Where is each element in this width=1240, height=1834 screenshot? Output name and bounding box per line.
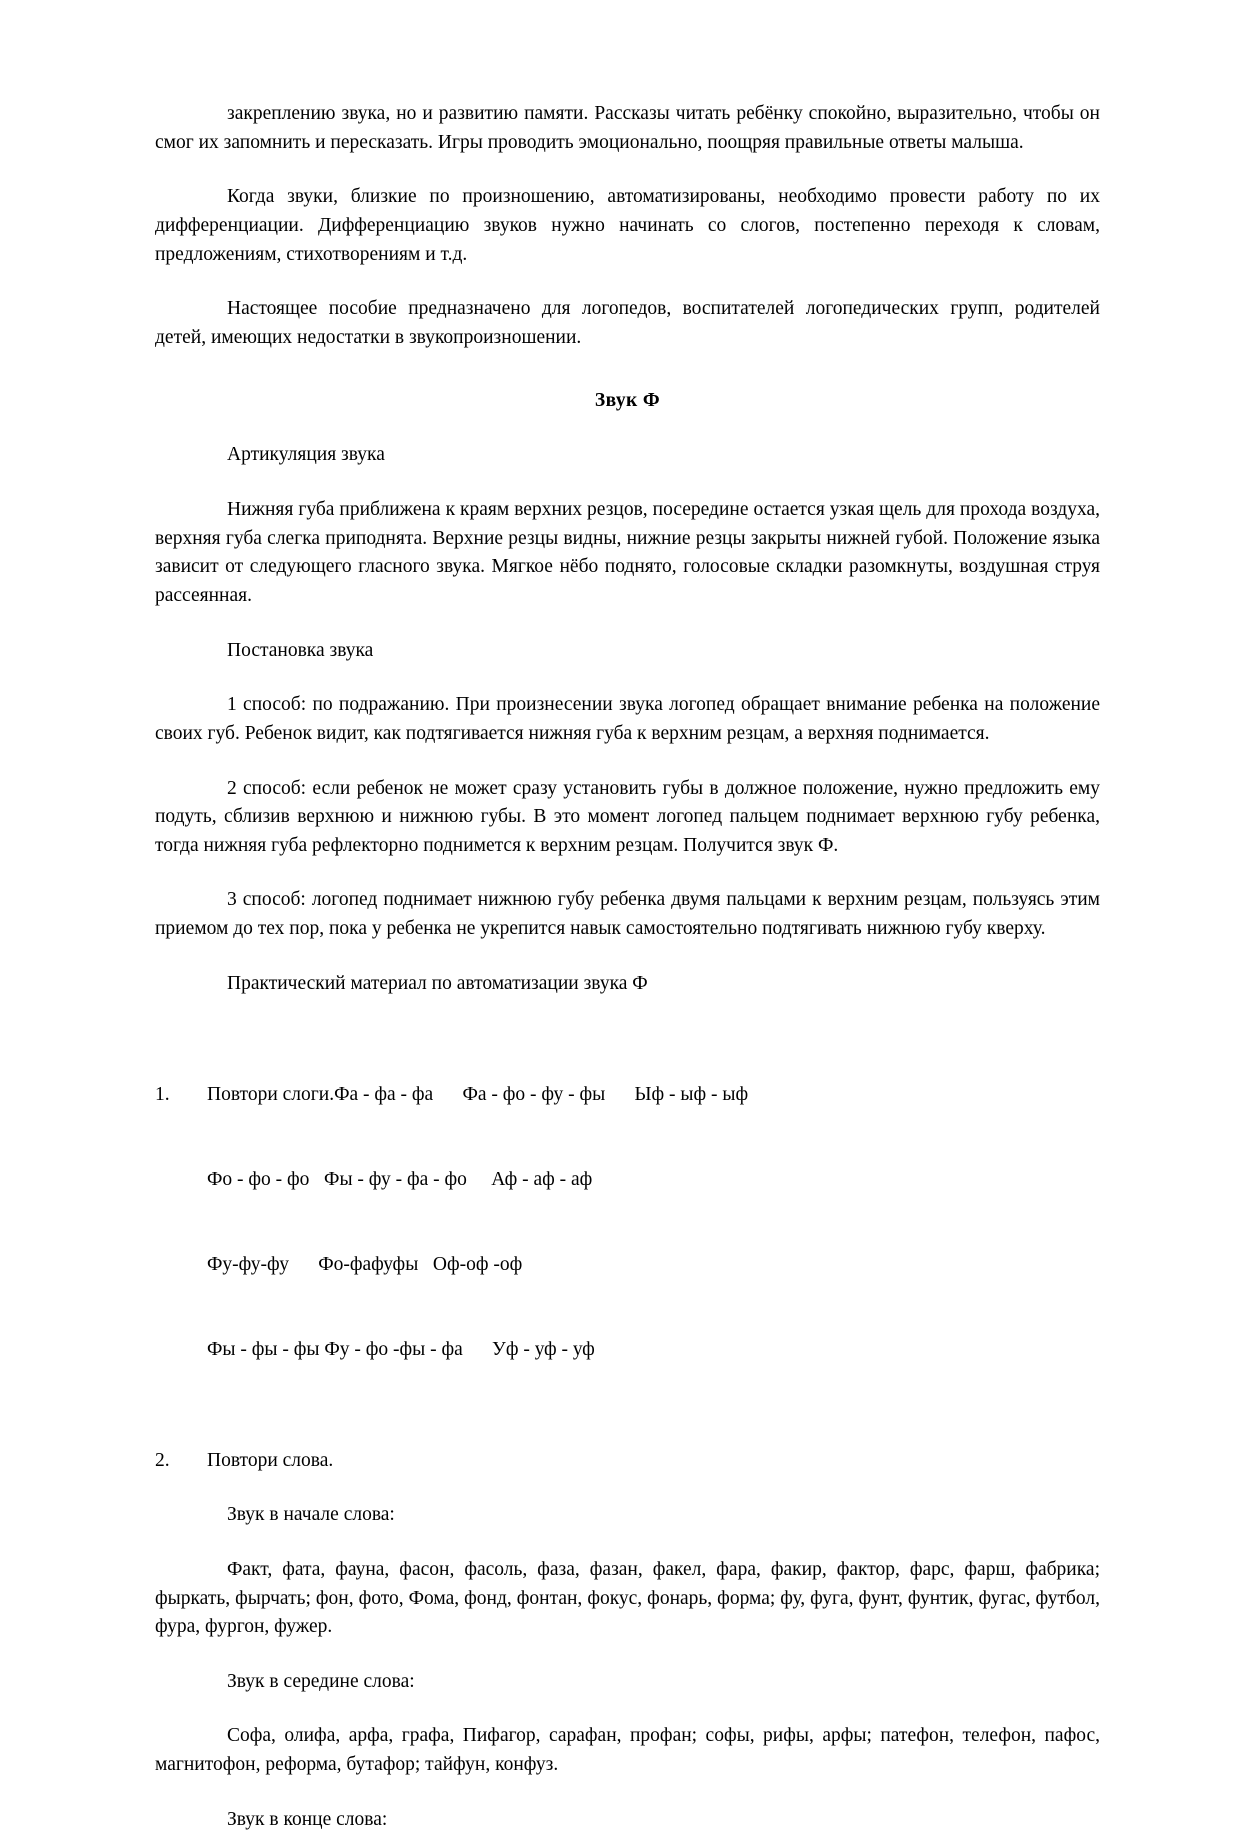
subheading-practical-material: Практический материал по автоматизации звука Ф xyxy=(227,972,648,994)
subheading-production: Постановка звука xyxy=(227,639,374,661)
syllable-cell: Фо-фафуфы xyxy=(318,1253,419,1275)
document-body xyxy=(155,100,1100,1834)
subheading-articulation: Артикуляция звука xyxy=(227,444,385,466)
heading-spacer xyxy=(155,415,1100,441)
section-heading-sound-f: Звук Ф xyxy=(594,389,661,411)
cell-gap xyxy=(463,1339,492,1360)
syllable-cell: Фы - фы - фы xyxy=(207,1338,320,1360)
paragraph-spacer xyxy=(155,944,1100,970)
cell-gap xyxy=(289,1254,318,1275)
paragraph-spacer xyxy=(155,749,1100,775)
cell-gap xyxy=(467,1169,491,1190)
paragraph-continuation: закреплению звука, но и развитию памяти. Рассказы читать ребёнку спокойно, выразительно, чтобы он смог их запомнить и пересказать. Игры проводить эмоционально, поощряя правильные ответы малыша. xyxy=(155,103,1100,153)
paragraph-method-1: 1 способ: по подражанию. При произнесении звука логопед обращает внимание ребенка на положение своих губ. Ребенок видит, как подтягивается нижняя губа к верхним резцам, а верхняя поднимается. xyxy=(155,694,1100,744)
list-item-exercise-1 xyxy=(155,1081,1100,1110)
syllable-cell: Фу - фо -фы - фа xyxy=(324,1338,463,1360)
paragraph-spacer xyxy=(155,1421,1100,1447)
subheading-sound-initial: Звук в начале слова: xyxy=(227,1504,395,1526)
paragraph-spacer xyxy=(155,1530,1100,1556)
word-list-middle: Софа, олифа, арфа, графа, Пифагор, сарафан, профан; софы, рифы, арфы; патефон, телефон, пафос, магнитофон, реформа, бутафор; тайфун, конфуз. xyxy=(155,1725,1100,1776)
syllable-cell: Фа - фа - фа xyxy=(334,1083,434,1105)
word-list-initial: Факт, фата, фауна, фасон, фасоль, фаза, фазан, факел, фара, факир, фактор, фарс, фарш, фабрика; фыркать, фырчать; фон, фото, Фома, фонд, фонтан, фокус, фонарь, форма; фу, фуга, фунт, фунтик, фугас, футбол, фура, фургон, фужер. xyxy=(155,1558,1100,1638)
paragraph-spacer xyxy=(155,611,1100,637)
syllable-row xyxy=(155,1251,1100,1279)
exercise-2-title: Повтори слова. xyxy=(207,1449,334,1471)
paragraph-spacer xyxy=(155,1475,1100,1501)
cell-gap xyxy=(418,1254,433,1275)
syllable-cell: Уф - уф - уф xyxy=(492,1338,595,1360)
paragraph-spacer xyxy=(155,998,1100,1024)
paragraph-spacer xyxy=(155,157,1100,183)
cell-gap xyxy=(309,1169,324,1190)
syllable-row xyxy=(155,1336,1100,1364)
paragraph-spacer xyxy=(155,269,1100,295)
subheading-sound-final: Звук в конце слова: xyxy=(227,1808,388,1830)
paragraph-method-2: 2 способ: если ребенок не может сразу установить губы в должное положение, нужно предложить ему подуть, сблизив верхнюю и нижнюю губы. В это момент логопед пальцем поднимает верхнюю губу ребенка, тогда нижняя губа рефлекторно поднимется к верхним резцам. Получится звук Ф. xyxy=(155,777,1100,856)
paragraph-spacer xyxy=(155,860,1100,886)
cell-gap xyxy=(605,1084,634,1105)
paragraph-spacer xyxy=(155,470,1100,496)
syllable-cell: Ыф - ыф - ыф xyxy=(634,1083,749,1105)
paragraph-differentiation: Когда звуки, близкие по произношению, автоматизированы, необходимо провести работу по их дифференциации. Дифференциацию звуков нужно начинать со слогов, постепенно переходя к словам, предложениям, стихотворениям и т.д. xyxy=(155,186,1100,265)
syllable-cell: Фы - фу - фа - фо xyxy=(324,1169,467,1191)
paragraph-spacer xyxy=(155,1696,1100,1722)
paragraph-spacer xyxy=(155,1642,1100,1668)
list-item-exercise-2 xyxy=(155,1447,1100,1476)
subheading-sound-middle: Звук в середине слова: xyxy=(227,1670,415,1692)
list-number: 1. xyxy=(155,1083,170,1105)
syllable-cell: Фо - фо - фо xyxy=(207,1169,310,1191)
syllable-row xyxy=(155,1166,1100,1194)
paragraph-method-3: 3 способ: логопед поднимает нижнюю губу ребенка двумя пальцами к верхним резцам, пользуясь этим приемом до тех пор, пока у ребенка не укрепится навык самостоятельно подтягивать нижнюю губу кверху. xyxy=(155,889,1100,940)
list-number: 2. xyxy=(155,1449,170,1471)
paragraph-spacer xyxy=(155,665,1100,691)
exercise-1-syllables xyxy=(155,1024,1100,1420)
exercise-1-title: Повтори слоги. xyxy=(207,1083,335,1105)
syllable-cell: Фу-фу-фу xyxy=(207,1253,289,1275)
syllable-cell: Оф-оф -оф xyxy=(432,1253,523,1275)
paragraph-audience: Настоящее пособие предназначено для логопедов, воспитателей логопедических групп, родителей детей, имеющих недостатки в звукопроизношении. xyxy=(155,298,1100,348)
syllable-cell: Фа - фо - фу - фы xyxy=(462,1083,606,1105)
heading-spacer xyxy=(155,353,1100,387)
cell-gap xyxy=(433,1084,462,1105)
paragraph-spacer xyxy=(155,1780,1100,1806)
syllable-cell: Аф - аф - аф xyxy=(491,1169,593,1191)
paragraph-articulation: Нижняя губа приближена к краям верхних резцов, посередине остается узкая щель для прохода воздуха, верхняя губа слегка приподнята. Верхние резцы видны, нижние резцы закрыты нижней губой. Положение языка зависит от следующего гласного звука. Мягкое нёбо поднято, голосовые складки разомкнуты, воздушная струя рассеянная. xyxy=(155,498,1100,606)
